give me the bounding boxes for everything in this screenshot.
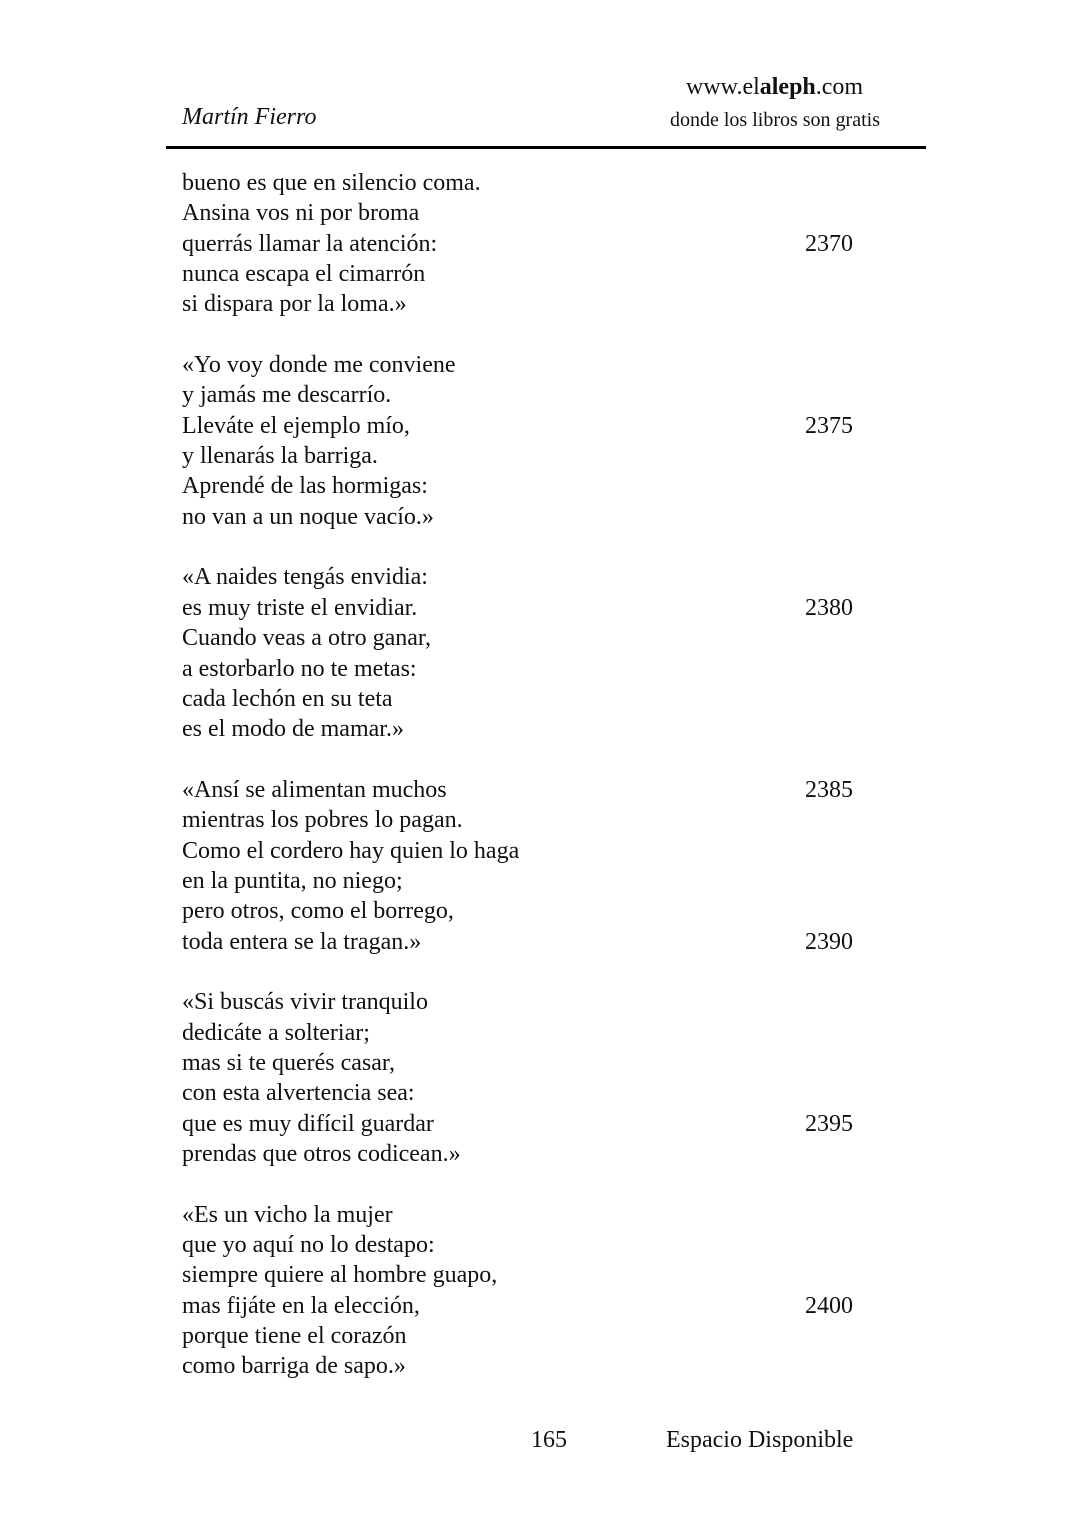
- verse-line: [182, 1078, 882, 1108]
- verse-text: Ansina vos ni por broma: [182, 200, 420, 227]
- stanza: [182, 1200, 882, 1382]
- stanza: [182, 562, 882, 744]
- verse-text: prendas que otros codicean.»: [182, 1141, 461, 1167]
- verse-text: «Es un vicho la mujer: [182, 1201, 393, 1228]
- verse-text: y llenarás la barriga.: [182, 443, 378, 470]
- verse-line: [182, 927, 882, 957]
- line-number: 2375: [805, 412, 853, 439]
- verse-text: bueno es que en silencio coma.: [182, 170, 481, 196]
- line-number: 2380: [805, 594, 853, 621]
- verse-line: [182, 775, 882, 805]
- stanza: [182, 168, 882, 320]
- verse-line: [182, 623, 882, 653]
- page-number: 165: [531, 1427, 567, 1453]
- verse-text: que yo aquí no lo destapo:: [182, 1232, 435, 1259]
- verse-text: «A naides tengás envidia:: [182, 564, 428, 591]
- verse-line: [182, 350, 882, 380]
- verse-line: [182, 1048, 882, 1078]
- verse-line: [182, 1200, 882, 1230]
- verse-text: toda entera se la tragan.»: [182, 928, 422, 955]
- site-tagline: donde los libros son gratis: [670, 109, 880, 131]
- verse-text: mientras los pobres lo pagan.: [182, 807, 463, 834]
- verse-line: [182, 987, 882, 1017]
- line-number: 2385: [805, 776, 853, 803]
- verse-text: mas si te querés casar,: [182, 1049, 395, 1076]
- verse-text: «Yo voy donde me conviene: [182, 352, 456, 379]
- verse-text: «Ansí se alimentan muchos: [182, 776, 447, 803]
- verse-line: [182, 198, 882, 228]
- verse-line: [182, 1260, 882, 1290]
- verse-text: «Si buscás vivir tranquilo: [182, 989, 428, 1016]
- verse-text: Lleváte el ejemplo mío,: [182, 412, 410, 439]
- verse-line: [182, 1351, 882, 1381]
- footer-note: Espacio Disponible: [666, 1427, 854, 1453]
- line-number: 2390: [805, 928, 853, 955]
- verse-text: siempre quiere al hombre guapo,: [182, 1262, 498, 1289]
- line-number: 2400: [805, 1292, 853, 1319]
- stanza-gap: [182, 320, 882, 350]
- verse-line: [182, 1139, 882, 1169]
- verse-text: querrás llamar la atención:: [182, 230, 438, 257]
- verse-line: [182, 1109, 882, 1139]
- stanza: [182, 350, 882, 532]
- verse-line: [182, 896, 882, 926]
- verse-text: porque tiene el corazón: [182, 1323, 407, 1350]
- verse-line: [182, 684, 882, 714]
- verse-line: [182, 1230, 882, 1260]
- line-number: 2395: [805, 1110, 853, 1137]
- stanza-gap: [182, 532, 882, 562]
- verse-text: no van a un noque vacío.»: [182, 503, 434, 530]
- verse-line: [182, 866, 882, 896]
- site-url-prefix: www.el: [686, 74, 760, 100]
- site-url-suffix: .com: [815, 74, 864, 100]
- verse-line: [182, 380, 882, 410]
- verse-line: [182, 229, 882, 259]
- verse-line: [182, 805, 882, 835]
- book-title: Martín Fierro: [182, 104, 317, 130]
- verse-text: a estorbarlo no te metas:: [182, 655, 417, 682]
- verse-text: cada lechón en su teta: [182, 685, 393, 712]
- verse-line: [182, 168, 882, 198]
- verse-line: [182, 289, 882, 319]
- verse-text: es el modo de mamar.»: [182, 716, 404, 743]
- verse-line: [182, 1291, 882, 1321]
- stanza-gap: [182, 745, 882, 775]
- header-divider: [166, 146, 926, 149]
- verse-text: en la puntita, no niego;: [182, 867, 403, 894]
- verse-text: mas fijáte en la elección,: [182, 1292, 420, 1319]
- site-url-brand: aleph: [759, 74, 816, 100]
- verse-text: pero otros, como el borrego,: [182, 898, 454, 925]
- verse-line: [182, 562, 882, 592]
- verse-line: [182, 654, 882, 684]
- stanza: [182, 987, 882, 1169]
- stanza-gap: [182, 1169, 882, 1199]
- stanza: [182, 775, 882, 957]
- verse-text: Como el cordero hay quien lo haga: [182, 837, 520, 864]
- verse-line: [182, 593, 882, 623]
- verse-text: es muy triste el envidiar.: [182, 594, 418, 621]
- verse-line: [182, 714, 882, 744]
- verse-text: que es muy difícil guardar: [182, 1110, 434, 1137]
- verse-text: y jamás me descarrío.: [182, 382, 392, 409]
- verse-text: Cuando veas a otro ganar,: [182, 625, 431, 652]
- line-number: 2370: [805, 230, 853, 257]
- verse-line: [182, 411, 882, 441]
- verse-text: como barriga de sapo.»: [182, 1353, 406, 1380]
- verse-line: [182, 441, 882, 471]
- site-url: [686, 74, 863, 101]
- verse-line: [182, 259, 882, 289]
- verse-line: [182, 836, 882, 866]
- verse-text: con esta alvertencia sea:: [182, 1080, 415, 1107]
- verse-line: [182, 1018, 882, 1048]
- verse-text: nunca escapa el cimarrón: [182, 261, 426, 288]
- verse-text: Aprendé de las hormigas:: [182, 473, 428, 500]
- verse-line: [182, 471, 882, 501]
- poem-body: [182, 168, 882, 1382]
- verse-line: [182, 502, 882, 532]
- stanza-gap: [182, 957, 882, 987]
- verse-text: dedicáte a solteriar;: [182, 1019, 370, 1046]
- verse-text: si dispara por la loma.»: [182, 291, 407, 318]
- verse-line: [182, 1321, 882, 1351]
